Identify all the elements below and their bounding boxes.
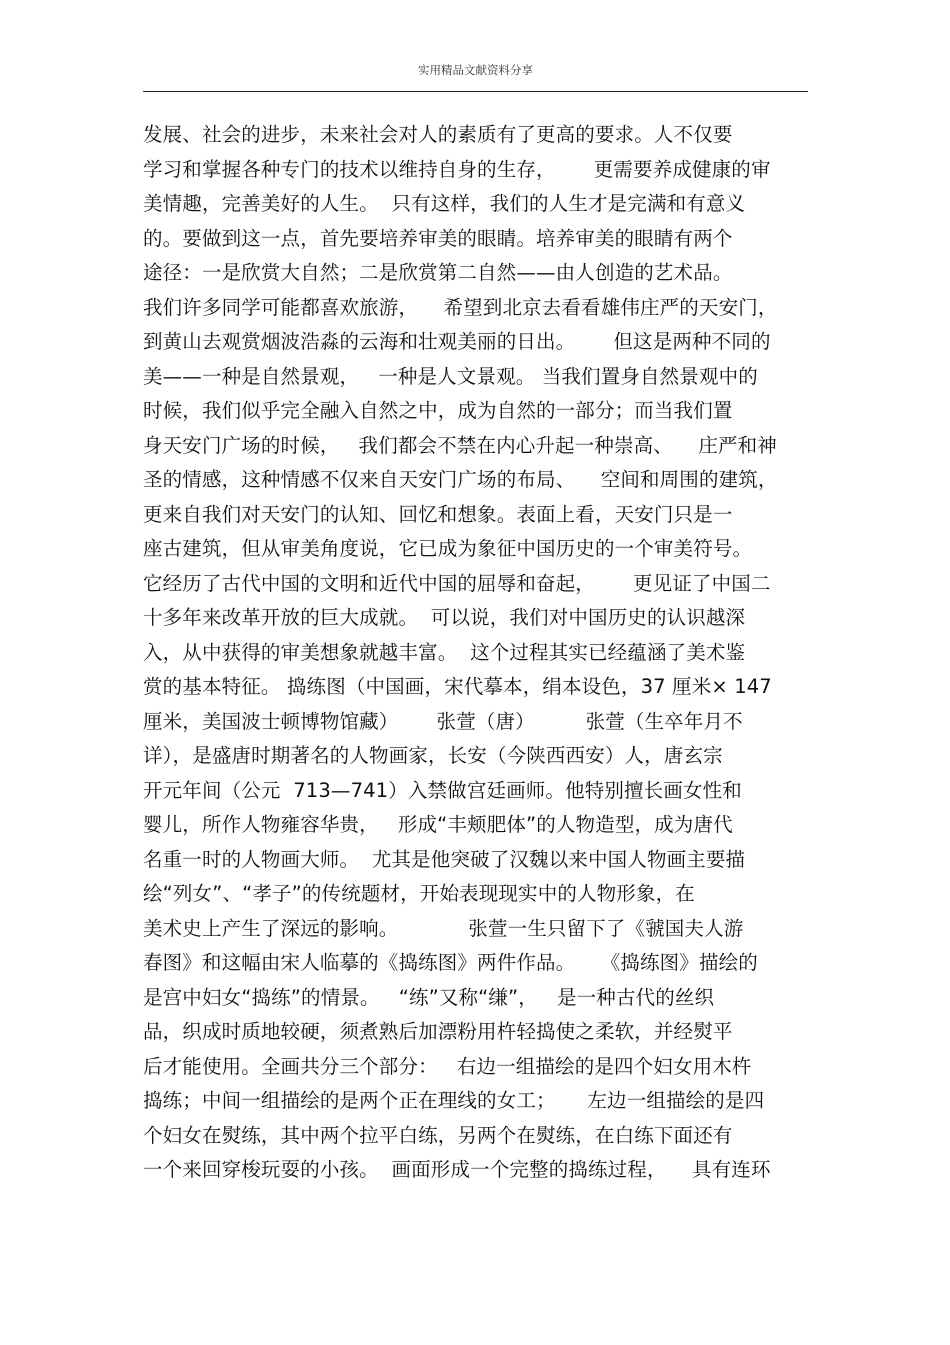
text-line: 绘“列女”、“孝子”的传统题材，开始表现现实中的人物形象，在	[143, 882, 695, 905]
text-line: 美情趣，完善美好的人生。 只有这样，我们的人生才是完满和有意义	[143, 192, 746, 215]
document-body	[143, 118, 843, 1188]
text-line: 途径：一是欣赏大自然；二是欣赏第二自然——由人创造的艺术品。	[143, 261, 733, 284]
text-line: 更来自我们对天安门的认知、回忆和想象。表面上看，天安门只是一	[143, 502, 733, 526]
text-line: 详），是盛唐时期著名的人物画家，长安（今陕西西安）人，唐玄宗	[143, 744, 723, 767]
text-line: 发展、社会的进步，未来社会对人的素质有了更高的要求。人不仅要	[143, 123, 733, 146]
text-line: 名重一时的人物画大师。 尤其是他突破了汉魏以来中国人物画主要描	[143, 847, 746, 871]
text-line: 座古建筑，但从审美角度说，它已成为象征中国历史的一个审美符号。	[143, 537, 753, 560]
text-line: 厘米，美国波士顿博物馆藏） 张萱（唐） 张萱（生卒年月不	[143, 709, 743, 733]
text-line: 圣的情感，这种情感不仅来自天安门广场的布局、 空间和周围的建筑，	[143, 468, 778, 491]
text-line: 春图》和这幅由宋人临摹的《捣练图》两件作品。 《捣练图》描绘的	[143, 951, 758, 974]
text-line: 它经历了古代中国的文明和近代中国的屈辱和奋起， 更见证了中国二	[143, 571, 771, 595]
text-line: 我们许多同学可能都喜欢旅游， 希望到北京去看看雄伟庄严的天安门，	[143, 295, 778, 319]
text-line: 捣练；中间一组描绘的是两个正在理线的女工； 左边一组描绘的是四	[143, 1089, 765, 1112]
text-line: 时候，我们似乎完全融入自然之中，成为自然的一部分；而当我们置	[143, 399, 733, 422]
header-divider	[143, 91, 808, 92]
text-line: 身天安门广场的时候， 我们都会不禁在内心升起一种崇高、 庄严和神	[143, 433, 777, 457]
text-line: 到黄山去观赏烟波浩淼的云海和壮观美丽的日出。 但这是两种不同的	[143, 330, 771, 353]
text-line: 一个来回穿梭玩耍的小孩。 画面形成一个完整的捣练过程， 具有连环	[143, 1158, 771, 1181]
text-line: 学习和掌握各种专门的技术以维持自身的生存， 更需要养成健康的审	[143, 157, 771, 181]
page-header: 实用精品文献资料分享	[418, 63, 533, 77]
text-line: 美术史上产生了深远的影响。 张萱一生只留下了《虢国夫人游	[143, 916, 744, 940]
text-line: 是宫中妇女“捣练”的情景。 “练”又称“缣”， 是一种古代的丝织	[143, 985, 715, 1009]
text-line: 美——一种是自然景观， 一种是人文景观。 当我们置身自然景观中的	[143, 364, 758, 388]
text-line: 婴儿，所作人物雍容华贵， 形成“丰颊肥体”的人物造型，成为唐代	[143, 813, 733, 836]
text-line: 十多年来改革开放的巨大成就。 可以说，我们对中国历史的认识越深	[143, 606, 746, 629]
text-line: 个妇女在熨练，其中两个拉平白练，另两个在熨练，在白练下面还有	[143, 1123, 733, 1147]
text-line: 的。要做到这一点，首先要培养审美的眼睛。培养审美的眼睛有两个	[143, 226, 733, 250]
text-line: 后才能使用。全画共分三个部分： 右边一组描绘的是四个妇女用木杵	[143, 1054, 752, 1078]
text-line: 开元年间（公元 713—741）入禁做宫廷画师。他特别擅长画女性和	[143, 778, 742, 802]
text-line: 入，从中获得的审美想象就越丰富。 这个过程其实已经蕴涵了美术鉴	[143, 640, 746, 664]
text-line: 品，织成时质地较硬，须煮熟后加漂粉用杵轻捣使之柔软，并经熨平	[143, 1020, 733, 1043]
text-line: 赏的基本特征。 捣练图（中国画，宋代摹本，绢本设色，37 厘米× 147	[143, 675, 772, 698]
